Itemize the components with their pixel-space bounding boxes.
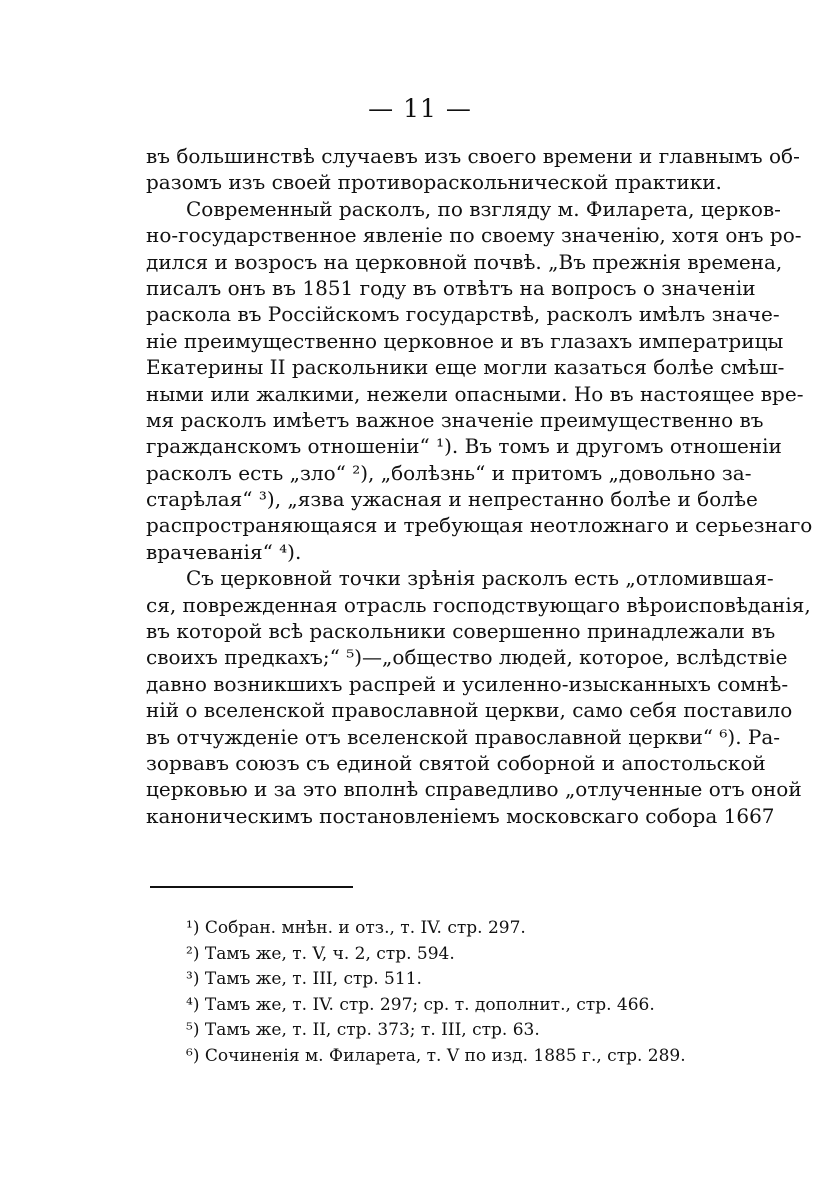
text-line: распространяющаяся и требующая неотложнаго и серьезнаго: [146, 513, 813, 538]
text-line: въ большинствѣ случаевъ изъ своего времени и главнымъ об-: [146, 144, 800, 168]
text-line: мя расколъ имѣетъ важное значеніе преимущественно въ: [146, 407, 764, 432]
text-line: давно возникшихъ распрей и усиленно-изысканныхъ сомнѣ-: [146, 671, 789, 696]
footnote-divider: [150, 886, 353, 888]
footnote-6: ⁶) Сочиненія м. Филарета, т. V по изд. 1885 г., стр. 289.: [186, 1045, 686, 1066]
text-line: зорвавъ союзъ съ единой святой соборной и апостольской: [146, 750, 766, 775]
text-line: раскола въ Россійскомъ государствѣ, расколъ имѣлъ значе-: [146, 302, 780, 327]
footnotes: [186, 916, 706, 1069]
text-line: разомъ изъ своей противораскольнической практики.: [146, 170, 722, 195]
text-line: въ отчужденіе отъ вселенской православной церкви“ ⁶). Ра-: [146, 724, 781, 749]
text-line: писалъ онъ въ 1851 году въ отвѣтъ на вопросъ о значеніи: [146, 275, 756, 300]
footnote-5: ⁵) Тамъ же, т. II, стр. 373; т. III, стр. 63.: [186, 1020, 540, 1040]
paragraph-start-line: Современный расколъ, по взгляду м. Филарета, церков-: [186, 196, 781, 221]
text-line: каноническимъ постановленіемъ московскаго собора 1667: [146, 803, 775, 828]
text-line: своихъ предкахъ;“ ⁵)—„общество людей, которое, вслѣдствіе: [146, 645, 788, 670]
text-line: расколъ есть „зло“ ²), „болѣзнь“ и притомъ „довольно за-: [146, 460, 752, 485]
text-line: ся, поврежденная отрасль господствующаго вѣроисповѣданія,: [146, 592, 811, 617]
text-line: ніе преимущественно церковное и въ глазахъ императрицы: [146, 328, 784, 353]
text-line: Екатерины II раскольники еще могли казаться болѣе смѣш-: [146, 355, 785, 380]
text-line: врачеванія“ ⁴).: [146, 539, 302, 564]
body-text: [146, 143, 813, 829]
footnote-2: ²) Тамъ же, т. V, ч. 2, стр. 594.: [186, 943, 455, 964]
footnote-4: ⁴) Тамъ же, т. IV. стр. 297; ср. т. дополнит., стр. 466.: [186, 994, 655, 1015]
text-line: старѣлая“ ³), „язва ужасная и непрестанно болѣе и болѣе: [146, 487, 758, 512]
text-line: ными или жалкими, нежели опасными. Но въ настоящее вре-: [146, 381, 804, 406]
text-line: но-государственное явленіе по своему значенію, хотя онъ ро-: [146, 223, 802, 248]
text-line: въ которой всѣ раскольники совершенно принадлежали въ: [146, 619, 776, 644]
footnote-1: ¹) Собран. мнѣн. и отз., т. IV. стр. 297.: [186, 918, 526, 938]
paragraph-start-line: Съ церковной точки зрѣнія расколъ есть „отломившая-: [186, 566, 774, 591]
text-line: дился и возросъ на церковной почвѣ. „Въ прежнія времена,: [146, 249, 783, 274]
text-line: ній о вселенской православной церкви, само себя поставило: [146, 698, 793, 723]
page-number: — 11 —: [368, 94, 472, 123]
footnote-3: ³) Тамъ же, т. III, стр. 511.: [186, 969, 422, 989]
text-line: гражданскомъ отношеніи“ ¹). Въ томъ и другомъ отношеніи: [146, 434, 782, 459]
text-line: церковью и за это вполнѣ справедливо „отлученные отъ оной: [146, 777, 802, 802]
